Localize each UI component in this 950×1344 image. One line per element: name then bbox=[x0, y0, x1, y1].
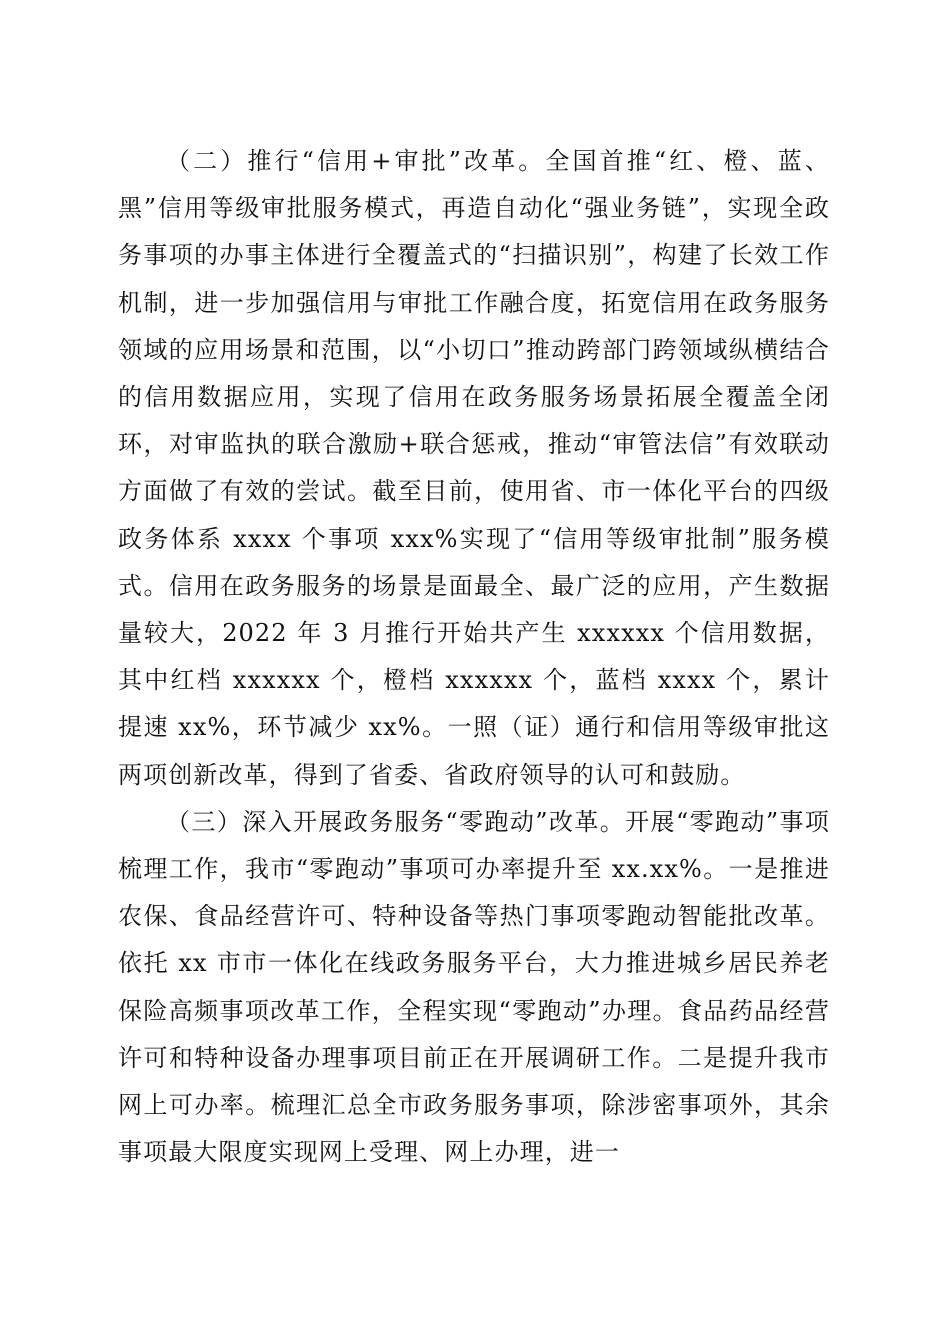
paragraph-zero-run-reform: （三）深入开展政务服务“零跑动”改革。开展“零跑动”事项梳理工作，我市“零跑动”事项可办率提升至 xx.xx%。一是推进农保、食品经营许可、特种设备等热门事项零跑动智能批改革。依托 xx 市市一体化在线政务服务平台，大力推进城乡居民养老保险高频事项改革工作，全程实现“零跑动”办理。食品药品经营许可和特种设备办理事项目前正在开展调研工作。二是提升我市网上可办率。梳理汇总全市政务服务事项，除涉密事项外，其余事项最大限度实现网上受理、网上办理，进一 bbox=[118, 807, 830, 1167]
paragraph-credit-approval-reform: （二）推行“信用+审批”改革。全国首推“红、橙、蓝、黑”信用等级审批服务模式，再造自动化“强业务链”，实现全政务事项的办事主体进行全覆盖式的“扫描识别”，构建了长效工作机制，进一步加强信用与审批工作融合度，拓宽信用在政务服务领域的应用场景和范围，以“小切口”推动跨部门跨领域纵横结合的信用数据应用，实现了信用在政务服务场景拓展全覆盖全闭环，对审监执的联合激励+联合惩戒，推动“审管法信”有效联动方面做了有效的尝试。截至目前，使用省、市一体化平台的四级政务体系 xxxx 个事项 xxx%实现了“信用等级审批制”服务模式。信用在政务服务的场景是面最全、最广泛的应用，产生数据量较大，2022 年 3 月推行开始共产生 xxxxxx 个信用数据，其中红档 xxxxxx 个，橙档 xxxxxx 个，蓝档 xxxx 个，累计提速 xx%，环节减少 xx%。一照（证）通行和信用等级审批这两项创新改革，得到了省委、省政府领导的认可和鼓励。 bbox=[118, 147, 830, 789]
document-body bbox=[118, 138, 830, 1176]
